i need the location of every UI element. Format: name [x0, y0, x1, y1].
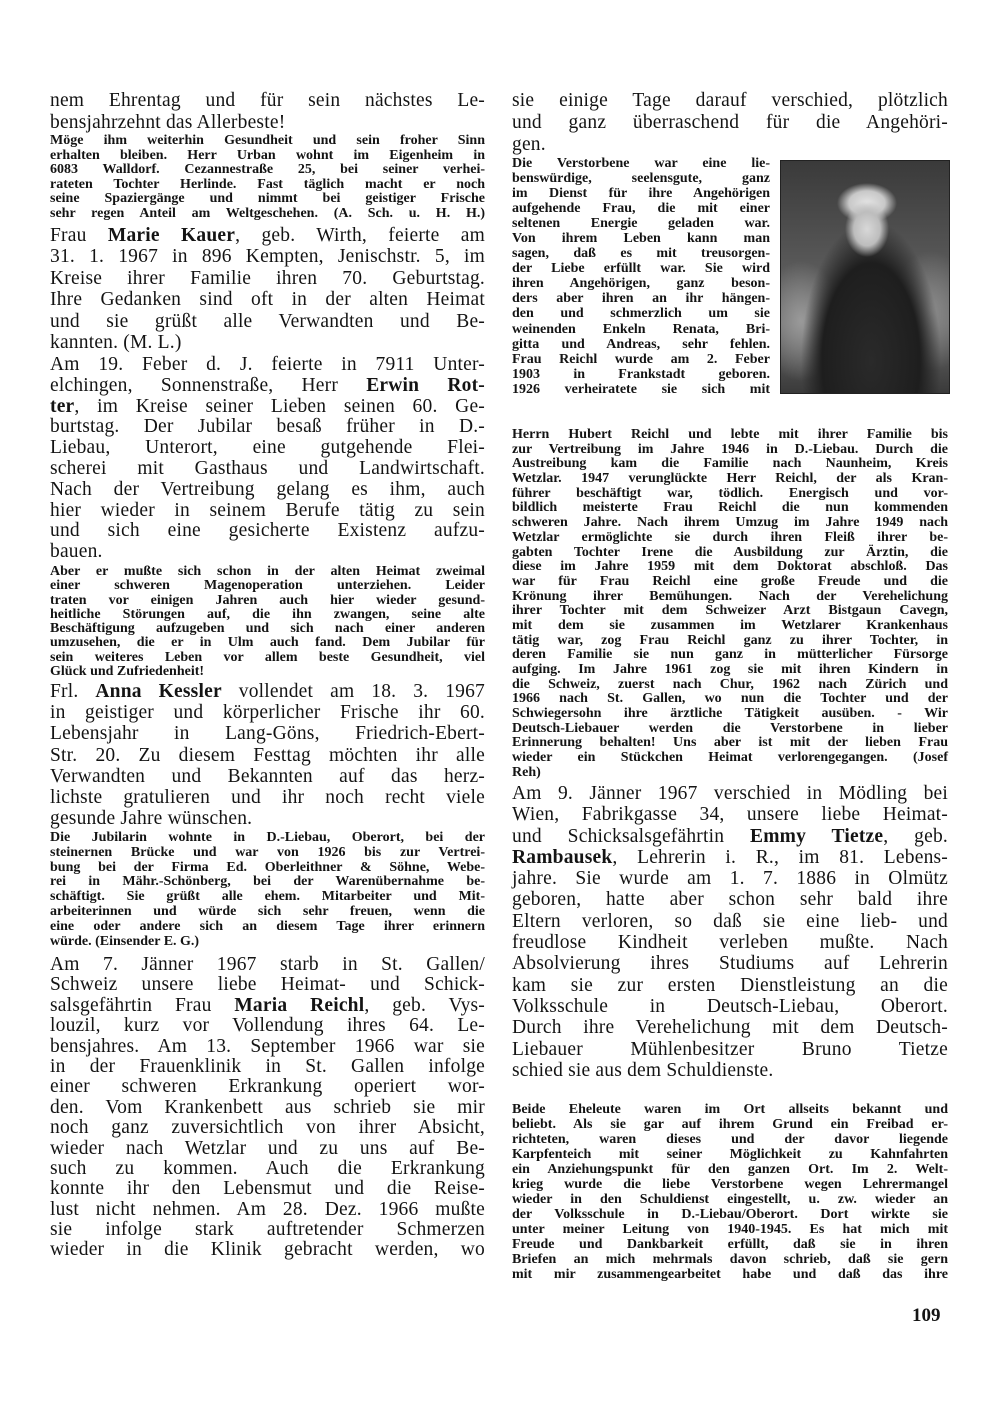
- text-line: [512, 1207, 948, 1222]
- text-line: [50, 417, 485, 438]
- text-line: [512, 261, 770, 276]
- text-line: [50, 622, 485, 636]
- text-segment: Möge ihm weiterhin Gesundheit und sein froher Sinn: [50, 133, 485, 148]
- text-line: [512, 291, 770, 306]
- text-segment: bensjahrzehnt das Allerbeste!: [50, 112, 286, 133]
- text-line: [50, 1159, 485, 1179]
- text-segment: die Schweiz, zuerst nach Chur, 1962 nach Zürich und: [512, 676, 948, 692]
- text-segment: Absolvierung ihres Studiums auf Lehrerin: [512, 953, 948, 975]
- text-line: [512, 678, 948, 693]
- text-line: [512, 868, 948, 889]
- text-line: [50, 846, 485, 861]
- text-segment: Schwiegersohn ihre ärztliche Tätigkeit ausüben. - Wir: [512, 706, 948, 722]
- text-line: [512, 1132, 948, 1147]
- text-segment: in der Frauenklinik in St. Gallen infolge: [50, 1055, 485, 1077]
- text-line: [512, 246, 770, 261]
- text-line: [512, 156, 770, 171]
- text-segment: richteten, waren dieses und der davor liegende: [512, 1132, 948, 1147]
- text-segment: jahre. Sie wurde am 1. 7. 1886 in Olmütz: [512, 868, 948, 890]
- text-segment: Lebensjahr in Lang-Göns, Friedrich-Ebert-: [50, 723, 485, 745]
- text-segment: lust nicht nehmen. Am 28. Dez. 1966 mußte: [50, 1198, 485, 1220]
- text-line: [50, 565, 485, 579]
- text-segment: Briefen an mich mehrmals davon schrieb, daß sie gern: [512, 1252, 948, 1267]
- text-segment: Von ihrem Leben kann man: [512, 231, 770, 247]
- text-segment: wieder in den Schuldienst eingestellt, u. zw. wieder an: [512, 1192, 948, 1207]
- text-segment: Frau: [50, 225, 108, 246]
- text-segment: heitliche Störungen auf, die ihn zwangen, seine alte: [50, 606, 485, 622]
- text-segment: tätig war, zog Frau Reichl ganz zu ihrer Tochter, in: [512, 632, 948, 648]
- text-line: [512, 575, 948, 590]
- text-line: [50, 207, 485, 222]
- text-segment: , geb. Vys-: [364, 994, 486, 1016]
- text-segment: einer schweren Erkrankung operiert wor-: [50, 1076, 485, 1098]
- text-line: [50, 1139, 485, 1159]
- text-segment: louzil, kurz vor Vollendung ihres 64. Le-: [50, 1015, 485, 1037]
- text-segment: schied sie aus dem Schuldienste.: [512, 1059, 774, 1081]
- text-segment: den. Vom Krankenbett aus schrieb sie mir: [50, 1096, 485, 1118]
- text-line: [512, 826, 948, 847]
- text-segment: freudlose Kindheit verleben mußte. Nach: [512, 932, 948, 954]
- text-line: [512, 722, 948, 737]
- person-name: Rambausek: [512, 846, 613, 868]
- text-line: [50, 861, 485, 876]
- text-segment: Liebau, Unterort, eine gutgehende Flei-: [50, 437, 485, 459]
- text-line: [512, 428, 948, 443]
- text-line: [50, 808, 485, 829]
- text-segment: Durch ihre Verehelichung mit dem Deutsch-: [512, 1017, 948, 1039]
- text-segment: Reh): [512, 764, 541, 780]
- text-line: [50, 723, 485, 744]
- small-print-paragraph: [50, 565, 485, 679]
- text-line: [50, 289, 485, 310]
- text-segment: kam sie zur ersten Dienstleistung an die: [512, 974, 948, 996]
- person-name: Anna Kessler: [95, 681, 222, 702]
- text-segment: Krönung ihrer Bemühungen. Nach der Verehelichung: [512, 588, 948, 604]
- text-line: [512, 1102, 948, 1117]
- text-segment: und ganz überraschend für die Angehöri-: [512, 112, 948, 133]
- text-line: [50, 501, 485, 522]
- text-line: [50, 681, 485, 702]
- text-line: [512, 216, 770, 231]
- text-segment: Beschäftigung aufzugeben und sich nach einer anderen: [50, 621, 485, 637]
- text-segment: bauen.: [50, 541, 103, 563]
- text-segment: Wien, Fabrikgasse 34, unsere liebe Heimat-: [512, 804, 948, 826]
- text-segment: traten vor einigen Jahren auch hier wieder gesund-: [50, 592, 485, 608]
- text-line: [50, 90, 485, 112]
- text-segment: , geb.: [883, 825, 948, 847]
- person-name: ter: [50, 395, 75, 417]
- text-segment: deren Familie sie nun ganz in mütterlicher Fürsorge: [512, 647, 948, 663]
- text-segment: 1926 verheiratete sie sich mit: [512, 381, 770, 397]
- text-segment: wieder in die Klinik gebracht werden, wo: [50, 1239, 485, 1261]
- text-segment: aufgehende Frau, die mit einer: [512, 201, 770, 217]
- text-segment: den und schmerzlich um sie: [512, 306, 770, 322]
- text-segment: rateten Tochter Herlinde. Fast täglich macht er noch: [50, 176, 485, 192]
- text-segment: vollendet am 18. 3. 1967: [221, 681, 485, 702]
- text-segment: nem Ehrentag und für sein nächstes Le-: [50, 90, 485, 111]
- text-line: [512, 90, 948, 112]
- text-segment: , im Kreise seiner Lieben seinen 60. Ge-: [74, 395, 485, 417]
- text-segment: 1903 in Frankstadt geboren.: [512, 366, 770, 382]
- text-line: [50, 890, 485, 905]
- text-segment: ihrer Tochter mit dem Schweizer Arzt Bistgaun Cavegn,: [512, 603, 948, 619]
- article-paragraph: [50, 955, 485, 1261]
- text-line: [512, 766, 948, 781]
- text-segment: Wetzlar ermöglichte sie durch ihren Fleiß ihrer be-: [512, 529, 948, 545]
- text-segment: sagen, daß es mit treusorgen-: [512, 246, 770, 262]
- text-line: [512, 932, 948, 953]
- text-line: [512, 1222, 948, 1237]
- text-segment: Am 19. Feber d. J. feierte in 7911 Unter-: [50, 354, 485, 375]
- text-segment: Wetzlar. 1947 verunglückte Herr Reichl, der als Kran-: [512, 471, 948, 487]
- person-name: Erwin Rot-: [366, 374, 486, 396]
- text-segment: in geistiger und körperlicher Frische ihr 60.: [50, 702, 485, 724]
- text-line: [50, 225, 485, 246]
- text-segment: Aber er mußte sich schon in der alten Heimat zweimal: [50, 564, 485, 579]
- text-line: [50, 935, 485, 950]
- text-line: [50, 246, 485, 267]
- text-line: [50, 542, 485, 563]
- text-line: [50, 636, 485, 650]
- text-line: [512, 1192, 948, 1207]
- text-line: [512, 112, 948, 134]
- text-segment: diese im Jahre 1959 mit dem Doktorat abschloß. Das: [512, 559, 948, 575]
- text-line: [512, 382, 770, 397]
- text-segment: weinenden Enkeln Renata, Bri-: [512, 321, 770, 337]
- text-segment: such zu kommen. Auch die Erkrankung: [50, 1157, 485, 1179]
- text-segment: 1966 nach St. Gallen, wo nun die Tochter und der: [512, 691, 948, 707]
- text-line: [512, 1252, 948, 1267]
- text-segment: war für Frau Reichl eine große Freude und die: [512, 573, 948, 589]
- text-line: [512, 1147, 948, 1162]
- text-line: [512, 911, 948, 932]
- text-line: [512, 276, 770, 291]
- text-segment: Verwandten und Bekannten auf das herz-: [50, 765, 485, 787]
- text-line: [512, 663, 948, 678]
- text-line: [512, 1060, 948, 1081]
- text-segment: burtstag. Der Jubilar besaß früher in D.-: [50, 416, 485, 438]
- text-line: [50, 1179, 485, 1199]
- text-segment: ders aber ihren an ihr hängen-: [512, 291, 770, 307]
- text-line: [50, 996, 485, 1016]
- text-segment: umzusehen, die er in Ulm auch fand. Dem Jubilar für: [50, 635, 485, 651]
- text-segment: Karpfenteich mit seiner Möglichkeit zu Kahnfahrten: [512, 1147, 948, 1162]
- text-segment: Die Jubilarin wohnte in D.-Liebau, Oberort, bei der: [50, 830, 485, 845]
- text-segment: sie infolge stark auftretender Schmerzen: [50, 1219, 485, 1241]
- text-segment: und sich eine gesicherte Existenz aufzu-: [50, 520, 485, 542]
- text-segment: sehr regen Anteil am Weltgeschehen. (A. Sch. u. H. H.): [50, 205, 485, 221]
- text-line: [50, 1118, 485, 1138]
- text-line: [512, 186, 770, 201]
- text-line: [512, 201, 770, 216]
- text-segment: rei in Mähr.-Schönberg, bei der Warenübernahme be-: [50, 874, 485, 890]
- portrait-photo: [780, 160, 950, 394]
- text-line: [50, 178, 485, 193]
- text-segment: bensjahres. Am 13. September 1966 war sie: [50, 1035, 485, 1057]
- text-line: [512, 736, 948, 751]
- text-segment: salsgefährtin Frau: [50, 994, 235, 1016]
- text-segment: der Liebe erfüllt war. Sie wird: [512, 261, 770, 277]
- small-print-paragraph: [512, 156, 770, 397]
- text-segment: Herrn Hubert Reichl und lebte mit ihrer Familie bis: [512, 427, 948, 442]
- text-line: [512, 171, 770, 186]
- text-segment: konnte ihr den Lebensmut und die Reise-: [50, 1178, 485, 1200]
- text-line: [50, 787, 485, 808]
- text-segment: und sie grüßt alle Verwandten und Be-: [50, 310, 485, 332]
- text-segment: im Dienst für ihre Angehörigen: [512, 186, 770, 202]
- text-line: [50, 149, 485, 164]
- person-name: Emmy Tietze: [750, 825, 884, 847]
- small-print-paragraph: [512, 428, 948, 781]
- text-line: [512, 322, 770, 337]
- text-segment: würde. (Einsender E. G.): [50, 933, 200, 949]
- text-line: [512, 975, 948, 996]
- small-print-paragraph: [512, 1102, 948, 1282]
- text-segment: Schweiz unsere liebe Heimat- und Schick-: [50, 974, 485, 996]
- text-segment: gabten Tochter Irene die Ausbildung zur Ärztin, die: [512, 544, 948, 560]
- text-line: [512, 996, 948, 1017]
- text-segment: Die Verstorbene war eine lie-: [512, 156, 770, 171]
- text-line: [512, 1177, 948, 1192]
- article-paragraph: [50, 681, 485, 829]
- text-segment: Beide Eheleute waren im Ort allseits bekannt und: [512, 1102, 948, 1117]
- text-line: [512, 443, 948, 458]
- text-segment: Frl.: [50, 681, 96, 702]
- text-line: [512, 516, 948, 531]
- text-line: [512, 352, 770, 367]
- text-segment: aufging. Im Jahre 1961 zog sie mit ihren Kindern in: [512, 662, 948, 677]
- text-line: [50, 112, 485, 134]
- text-line: [512, 634, 948, 649]
- person-name: Marie Kauer: [107, 225, 236, 246]
- text-segment: 31. 1. 1967 in 896 Kempten, Jenischstr. 5, im: [50, 246, 485, 268]
- text-segment: sie einige Tage darauf verschied, plötzlich: [512, 90, 948, 111]
- text-line: [50, 192, 485, 207]
- text-segment: geboren, hatte aber schon sehr bald ihre: [512, 889, 948, 911]
- text-line: [512, 692, 948, 707]
- article-paragraph: [512, 783, 948, 1081]
- text-line: [512, 783, 948, 804]
- text-line: [512, 1017, 948, 1038]
- text-segment: Liebauer Mühlenbesitzer Bruno Tietze: [512, 1038, 948, 1060]
- text-line: [512, 306, 770, 321]
- text-line: [50, 1057, 485, 1077]
- text-line: [50, 1240, 485, 1260]
- text-line: [512, 367, 770, 382]
- text-segment: Am 9. Jänner 1967 verschied in Mödling bei: [512, 783, 948, 804]
- text-segment: mit mir zusammengearbeitet habe und daß das ihre: [512, 1267, 948, 1282]
- page-number: 109: [912, 1305, 941, 1326]
- text-segment: sein weiteres Leben vor allem beste Gesundheit, viel: [50, 649, 485, 665]
- text-segment: krieg wurde die liebe Verstorbene wegen Lehrermangel: [512, 1177, 948, 1192]
- text-segment: scherei mit Gasthaus und Landwirtschaft.: [50, 457, 485, 479]
- text-line: [50, 665, 485, 679]
- text-line: [50, 163, 485, 178]
- text-line: [512, 501, 948, 516]
- text-line: [50, 579, 485, 593]
- text-line: [512, 531, 948, 546]
- text-segment: führer beschäftigt war, tödlich. Energisch und vor-: [512, 485, 948, 501]
- text-segment: Glück und Zufriedenheit!: [50, 664, 205, 680]
- text-segment: Nach der Vertreibung gelang es ihm, auch: [50, 478, 485, 500]
- person-name: Maria Reichl: [234, 994, 365, 1016]
- text-line: [50, 975, 485, 995]
- text-segment: der Volksschule in D.-Liebau/Oberort. Dort wirkte sie: [512, 1207, 948, 1222]
- article-paragraph: [512, 90, 948, 156]
- text-line: [512, 1237, 948, 1252]
- text-segment: Freude und Dankbarkeit erfüllt, daß sie in ihren: [512, 1237, 948, 1252]
- text-segment: arbeiterinnen und würde sich sehr freuen, wenn die: [50, 903, 485, 919]
- text-line: [50, 1016, 485, 1036]
- text-line: [512, 134, 948, 156]
- text-segment: bildlich meisterte Frau Reichl die nun kommenden: [512, 500, 948, 516]
- text-line: [512, 804, 948, 825]
- text-segment: , geb. Wirth, feierte am: [235, 225, 485, 246]
- text-segment: mit dem sie zusammen im Wetzlarer Krankenhaus: [512, 617, 948, 633]
- text-line: [50, 459, 485, 480]
- text-line: [50, 332, 485, 353]
- article-paragraph: [50, 355, 485, 563]
- text-segment: Str. 20. Zu diesem Festtag möchten ihr alle: [50, 744, 485, 766]
- text-segment: und Schicksalsgefährtin: [512, 825, 751, 847]
- text-segment: ihren Angehörigen, ganz beson-: [512, 276, 770, 292]
- text-line: [50, 311, 485, 332]
- text-line: [512, 472, 948, 487]
- small-print-paragraph: [50, 134, 485, 222]
- text-segment: bung bei der Firma Ed. Oberleithner & Söhne, Webe-: [50, 859, 485, 875]
- text-line: [512, 751, 948, 766]
- text-segment: steinernen Brücke und war von 1926 bis zur Vertrei-: [50, 844, 485, 860]
- text-line: [512, 707, 948, 722]
- text-line: [512, 1039, 948, 1060]
- text-segment: hier wieder in seinem Berufe tätig zu sein: [50, 499, 485, 521]
- text-line: [50, 920, 485, 935]
- text-segment: eine oder andere sich an diesem Tage ihrer erinnern: [50, 918, 485, 934]
- text-line: [512, 457, 948, 472]
- text-segment: Volksschule in Deutsch-Liebau, Oberort.: [512, 995, 948, 1017]
- text-line: [50, 134, 485, 149]
- small-print-paragraph: [50, 831, 485, 949]
- text-segment: zur Vertreibung im Jahre 1946 in D.-Liebau. Durch die: [512, 441, 948, 457]
- text-segment: noch ganz zuversichtlich von ihrer Absicht,: [50, 1117, 485, 1139]
- text-segment: wieder ein Stückchen Heimat verlorengegangen. (Josef: [512, 750, 948, 766]
- text-line: [50, 702, 485, 723]
- text-line: [50, 955, 485, 975]
- text-segment: Kreise ihrer Familie ihren 70. Geburtstag.: [50, 267, 485, 289]
- text-line: [50, 608, 485, 622]
- text-line: [50, 1037, 485, 1057]
- text-segment: beliebt. Als sie gar auf ihrem Grund ein Freibad er-: [512, 1117, 948, 1132]
- text-segment: Frau Reichl wurde am 2. Feber: [512, 351, 770, 367]
- text-segment: wieder nach Wetzlar und zu uns auf Be-: [50, 1137, 485, 1159]
- text-line: [50, 1220, 485, 1240]
- text-line: [512, 847, 948, 868]
- text-segment: Am 7. Jänner 1967 starb in St. Gallen/: [50, 954, 485, 975]
- text-segment: lichste gratulieren und ihr noch recht viele: [50, 786, 485, 808]
- text-line: [512, 1162, 948, 1177]
- text-line: [50, 1077, 485, 1097]
- text-segment: ein Anziehungspunkt für den ganzen Ort. Im 2. Welt-: [512, 1162, 948, 1177]
- text-segment: Eltern verloren, so daß sie eine lieb- und: [512, 910, 948, 932]
- text-line: [50, 651, 485, 665]
- text-segment: gen.: [512, 134, 546, 155]
- text-segment: gesunde Jahre wünschen.: [50, 808, 253, 830]
- text-line: [50, 745, 485, 766]
- text-line: [50, 905, 485, 920]
- text-segment: erhalten bleiben. Herr Urban wohnt im Eigenheim in: [50, 147, 485, 163]
- text-segment: seine Spaziergänge und nimmt bei geistiger Frische: [50, 191, 485, 207]
- text-line: [512, 953, 948, 974]
- text-segment: 6083 Walldorf. Cezannestraße 25, bei seiner verhei-: [50, 162, 485, 178]
- text-segment: elchingen, Sonnenstraße, Herr: [50, 374, 367, 396]
- text-segment: unter meiner Leitung von 1940-1945. Es hat mich mit: [512, 1222, 948, 1237]
- text-line: [512, 560, 948, 575]
- article-paragraph: [50, 90, 485, 134]
- text-segment: schäftigt. Sie grüßt alle ehem. Mitarbeiter und Mit-: [50, 889, 485, 905]
- text-line: [50, 480, 485, 501]
- text-line: [50, 875, 485, 890]
- text-line: [50, 268, 485, 289]
- text-line: [512, 337, 770, 352]
- text-line: [50, 1098, 485, 1118]
- text-line: [512, 1117, 948, 1132]
- text-line: [50, 438, 485, 459]
- text-segment: Erinnerung behalten! Uns aber ist mit der lieben Frau: [512, 735, 948, 751]
- text-line: [50, 376, 485, 397]
- text-line: [512, 619, 948, 634]
- text-segment: kannten. (M. L.): [50, 331, 182, 353]
- text-segment: einer schweren Magenoperation unterziehen. Leider: [50, 578, 485, 594]
- text-line: [50, 521, 485, 542]
- text-segment: Ihre Gedanken sind oft in der alten Heimat: [50, 289, 485, 311]
- text-line: [512, 604, 948, 619]
- text-line: [512, 1267, 948, 1282]
- text-line: [50, 355, 485, 376]
- text-segment: Austreibung kam die Familie nach Naunheim, Kreis: [512, 456, 948, 472]
- text-line: [50, 397, 485, 418]
- text-line: [512, 487, 948, 502]
- text-segment: schweren Jahre. Nach ihrem Umzug im Jahre 1949 nach: [512, 515, 948, 531]
- text-segment: Deutsch-Liebauer werden die Verstorbene in lieber: [512, 720, 948, 736]
- text-line: [50, 594, 485, 608]
- text-line: [512, 231, 770, 246]
- text-line: [512, 648, 948, 663]
- text-line: [50, 1200, 485, 1220]
- text-line: [50, 831, 485, 846]
- text-segment: , Lehrerin i. R., im 81. Lebens-: [612, 846, 948, 868]
- text-line: [512, 590, 948, 605]
- text-segment: seltenen Energie geladen war.: [512, 216, 770, 232]
- text-segment: benswürdige, seelensgute, ganz: [512, 171, 770, 187]
- article-paragraph: [50, 225, 485, 353]
- text-line: [512, 889, 948, 910]
- text-line: [50, 766, 485, 787]
- text-segment: gitta und Andreas, sehr fehlen.: [512, 336, 770, 352]
- text-line: [512, 546, 948, 561]
